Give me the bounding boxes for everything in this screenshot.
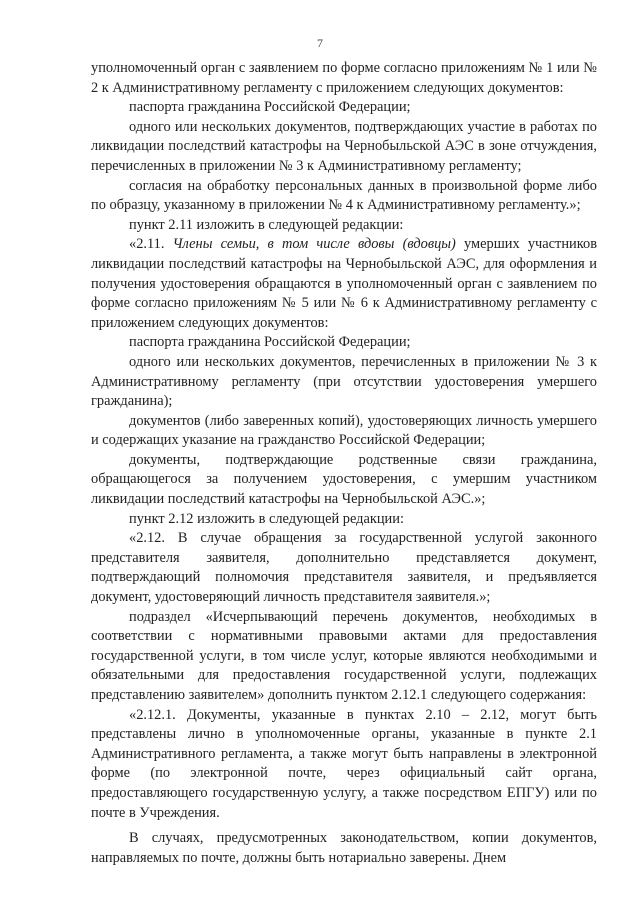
paragraph: паспорта гражданина Российской Федерации; xyxy=(129,334,411,351)
paragraph: подраздел «Исчерпывающий перечень документов, необходимых в соответствии с нормативными правовыми актами для предоставления государственной услуги, в том числе услуг, которые являются необходимыми и обязательными для предоставления государственной услуги, подлежащих представлению заявителем» дополнить пунктом 2.12.1 следующего содержания: xyxy=(91,608,597,703)
paragraph: пункт 2.12 изложить в следующей редакции: xyxy=(129,510,404,527)
paragraph: согласия на обработку персональных данных в произвольной форме либо по образцу, указанному в приложении № 4 к Административному регламенту.»; xyxy=(91,177,597,214)
paragraph: «2.12.1. Документы, указанные в пунктах 2.10 – 2.12, могут быть представлены лично в уполномоченные органы, указанные в пункте 2.1 Административного регламента, а также могут быть направлены в электронной форме (по электронной почте, через официальный сайт органа, предоставляющего государственную услугу, а также посредством ЕПГУ) или по почте в Учреждения. xyxy=(91,706,597,821)
paragraph: «2.12. В случае обращения за государственной услугой законного представителя заявителя, дополнительно представляется документ, подтверждающий полномочия представителя заявителя, и предъявляется документ, удостоверяющий личность представителя заявителя.»; xyxy=(91,530,597,606)
paragraph: документов (либо заверенных копий), удостоверяющих личность умершего и содержащих указание на гражданство Российской Федерации; xyxy=(91,412,597,449)
paragraph-text-end: умерших участников ликвидации последствий катастрофы на Чернобыльской АЭС, для оформления и получения удостоверения обращаются в уполномоченный орган с заявлением по форме согласно приложениям № 5 или № 6 к Административному регламенту с приложением следующих документов: xyxy=(91,236,597,331)
paragraph: В случаях, предусмотренных законодательством, копии документов, направляемых по почте, должны быть нотариально заверены. Днем xyxy=(91,830,597,866)
paragraph: пункт 2.11 изложить в следующей редакции: xyxy=(129,216,404,233)
document-body xyxy=(91,59,597,868)
paragraph: документы, подтверждающие родственные связи гражданина, обращающегося за получением удостоверения, с умершим участником ликвидации последствий катастрофы на Чернобыльской АЭС.»; xyxy=(91,451,597,508)
italic-phrase: Члены семьи, в том числе вдовы (вдовцы) xyxy=(172,236,456,253)
page-number: 7 xyxy=(317,36,323,50)
paragraph: одного или нескольких документов, подтверждающих участие в работах по ликвидации последствий катастрофы на Чернобыльской АЭС в зоне отчуждения, перечисленных в приложении № 3 к Административному регламенту; xyxy=(91,118,597,174)
paragraph xyxy=(91,235,597,333)
paragraph: одного или нескольких документов, перечисленных в приложении № 3 к Административному регламенту (при отсутствии удостоверения умершего гражданина); xyxy=(91,353,597,410)
paragraph: паспорта гражданина Российской Федерации; xyxy=(129,99,411,116)
paragraph: уполномоченный орган с заявлением по форме согласно приложениям № 1 или № 2 к Административному регламенту с приложением следующих документов: xyxy=(91,60,597,96)
paragraph-text-start: «2.11. xyxy=(129,236,173,253)
